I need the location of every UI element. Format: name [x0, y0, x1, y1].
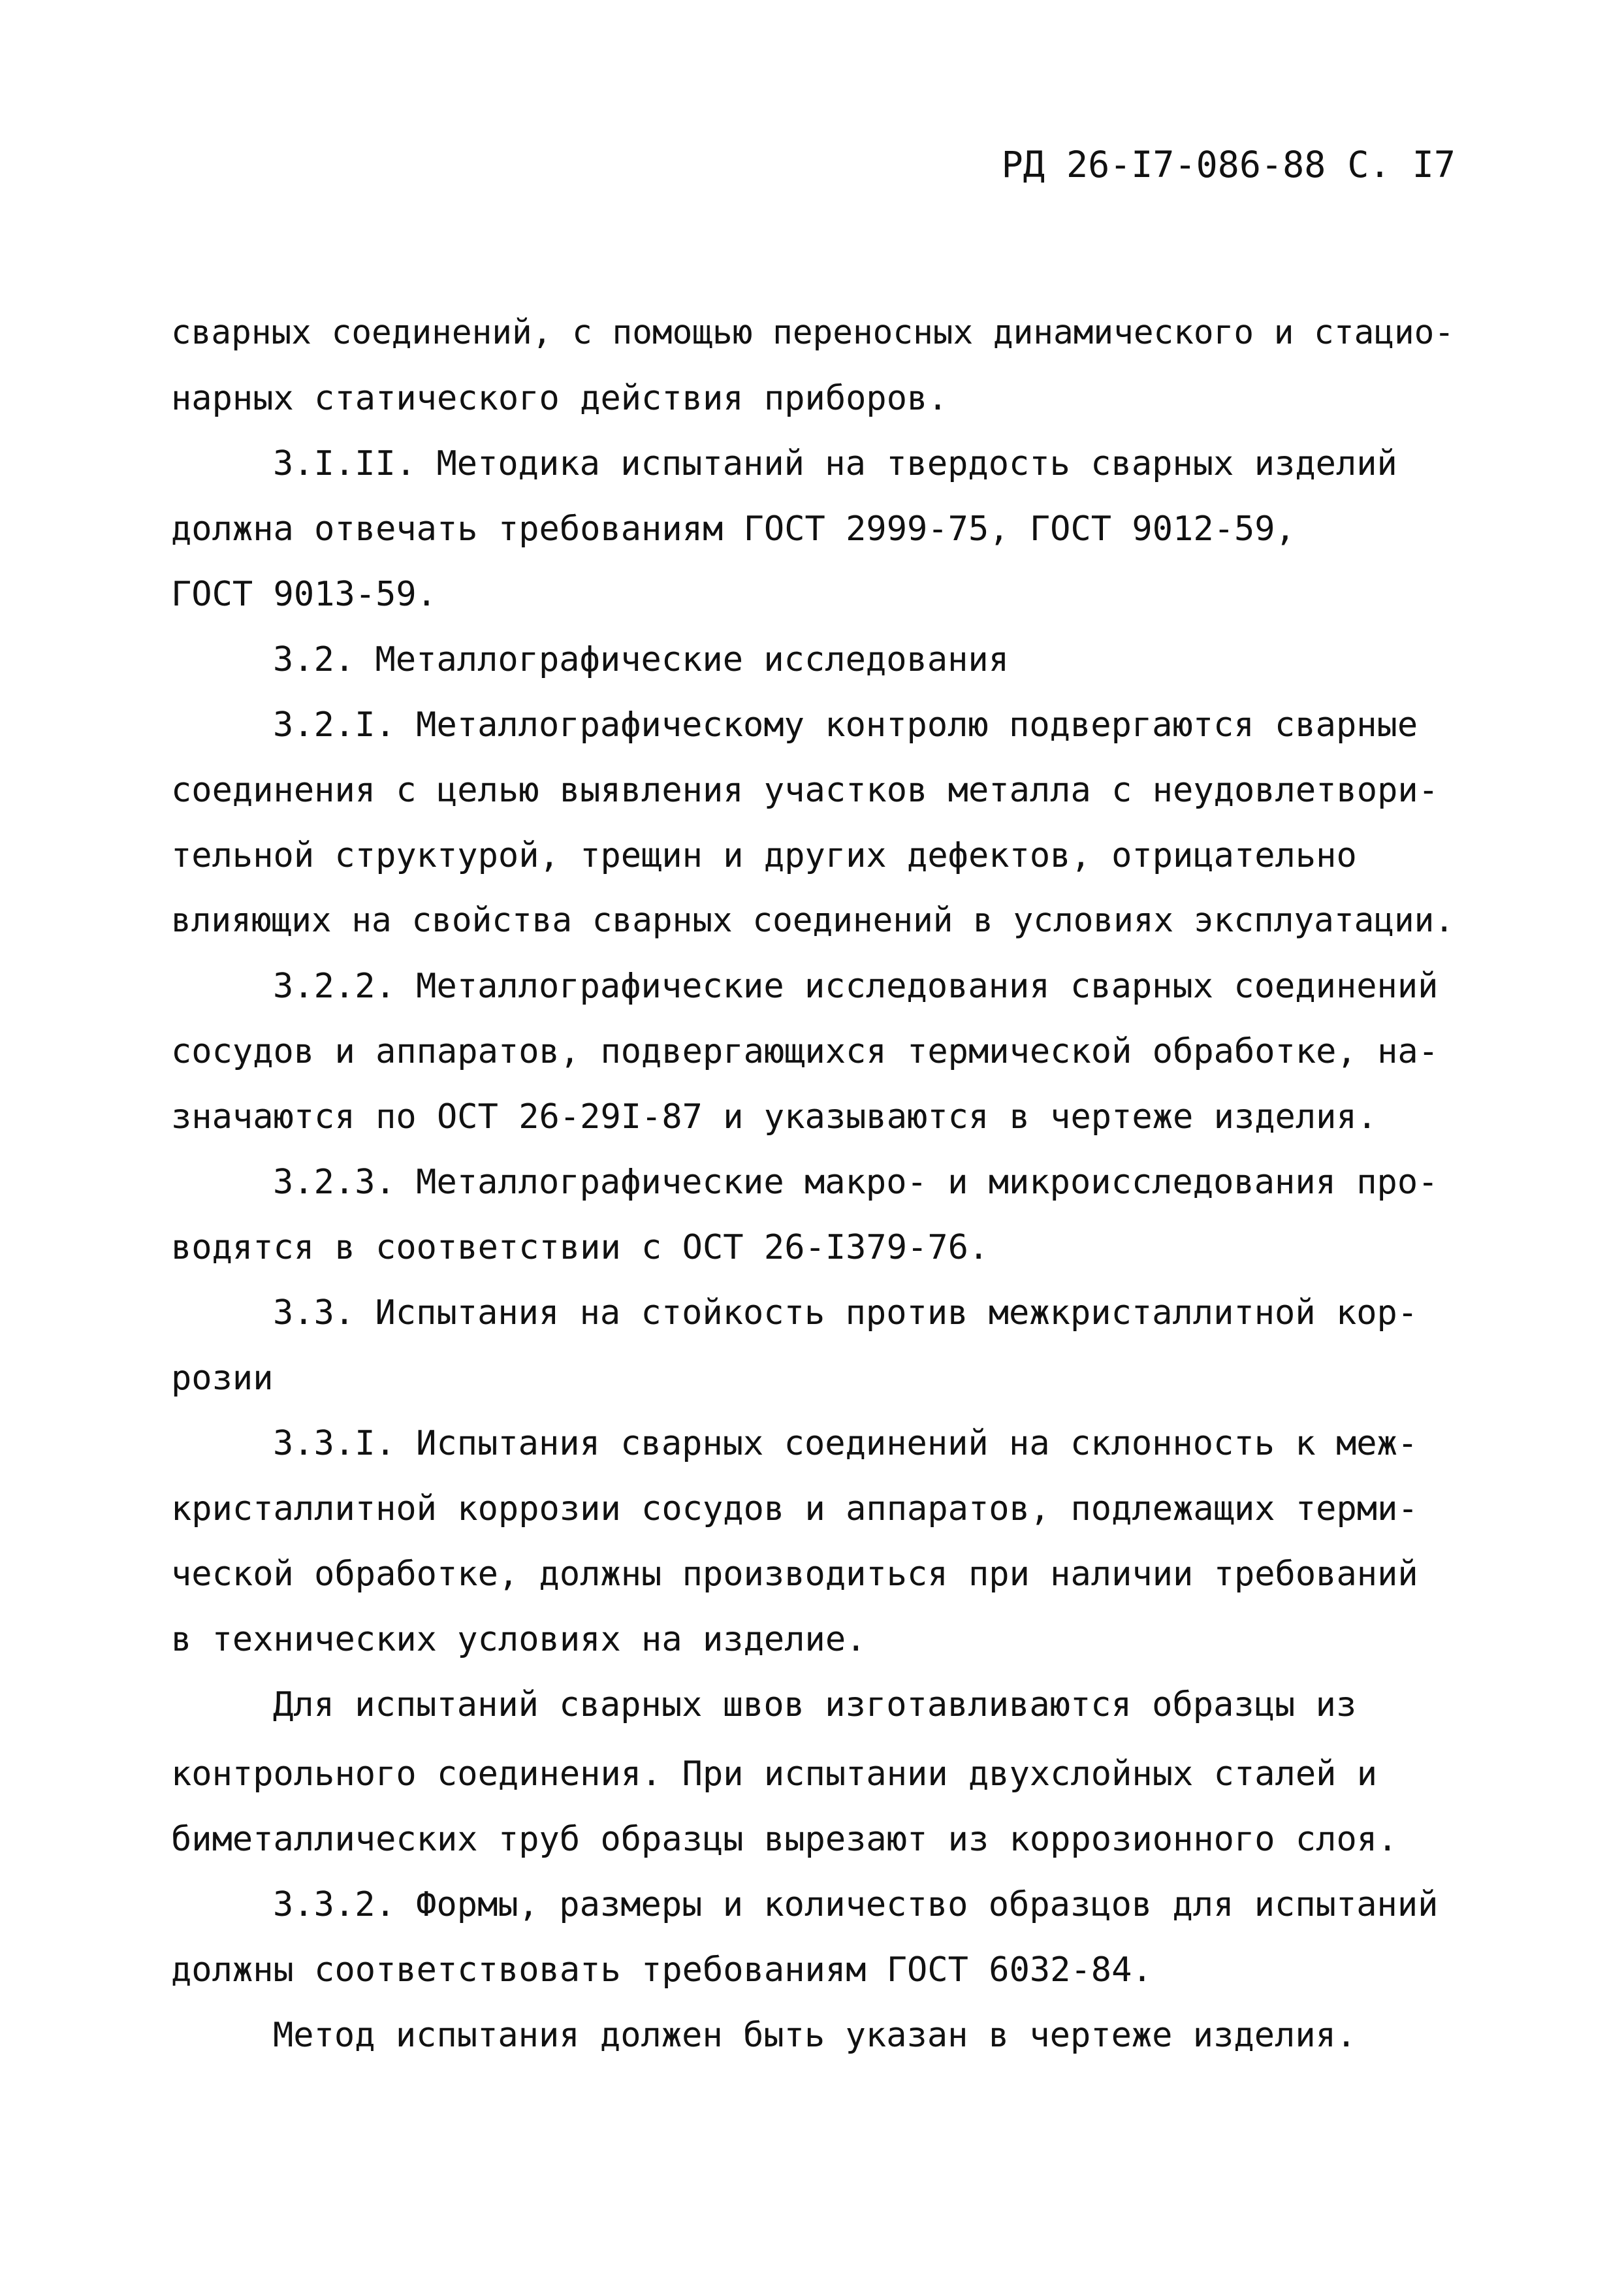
text-line: значаются по ОСТ 26-29I-87 и указываются в чертеже изделия.: [171, 1097, 1378, 1137]
text-line: 3.2.3. Металлографические макро- и микроисследования про-: [273, 1163, 1439, 1202]
text-line: 3.3. Испытания на стойкость против межкристаллитной кор-: [273, 1293, 1418, 1333]
text-line: 3.2.2. Металлографические исследования сварных соединений: [273, 967, 1439, 1006]
text-line: контрольного соединения. При испытании двухслойных сталей и: [171, 1754, 1378, 1794]
text-line: Для испытаний сварных швов изготавливаются образцы из: [273, 1685, 1357, 1724]
text-line: кристаллитной коррозии сосудов и аппаратов, подлежащих терми-: [171, 1489, 1418, 1528]
text-line: тельной структурой, трещин и других дефектов, отрицательно: [171, 836, 1357, 875]
text-line: 3.2.I. Металлографическому контролю подвергаются сварные: [273, 705, 1418, 745]
text-line: ческой обработке, должны производиться при наличии требований: [171, 1555, 1418, 1594]
text-line: ГОСТ 9013-59.: [171, 575, 437, 614]
text-line: 3.2. Металлографические исследования: [273, 640, 1010, 679]
text-line: должна отвечать требованиям ГОСТ 2999-75, ГОСТ 9012-59,: [171, 509, 1296, 549]
text-line: розии: [171, 1359, 274, 1398]
text-line: 3.3.2. Формы, размеры и количество образцов для испытаний: [273, 1885, 1439, 1924]
text-line: биметаллических труб образцы вырезают из коррозионного слоя.: [171, 1820, 1398, 1859]
text-line: 3.I.II. Методика испытаний на твердость сварных изделий: [273, 444, 1397, 483]
text-line: водятся в соответствии с ОСТ 26-I379-76.: [171, 1228, 989, 1267]
text-line: в технических условиях на изделие.: [171, 1620, 867, 1659]
text-line: влияющих на свойства сварных соединений в условиях эксплуатации.: [171, 901, 1455, 940]
text-line: Метод испытания должен быть указан в чертеже изделия.: [273, 2016, 1357, 2055]
body-text: [171, 300, 1471, 2068]
page-header: РД 26-I7-086-88 С. I7: [1001, 144, 1456, 186]
text-line: должны соответствовать требованиям ГОСТ 6032-84.: [171, 1950, 1153, 1990]
text-line: сварных соединений, с помощью переносных динамического и стацио-: [171, 314, 1455, 352]
text-line: 3.3.I. Испытания сварных соединений на склонность к меж-: [273, 1424, 1418, 1463]
text-line: соединения с целью выявления участков металла с неудовлетвори-: [171, 771, 1439, 810]
text-line: сосудов и аппаратов, подвергающихся термической обработке, на-: [171, 1032, 1439, 1071]
text-line: нарных статического действия приборов.: [171, 379, 948, 418]
